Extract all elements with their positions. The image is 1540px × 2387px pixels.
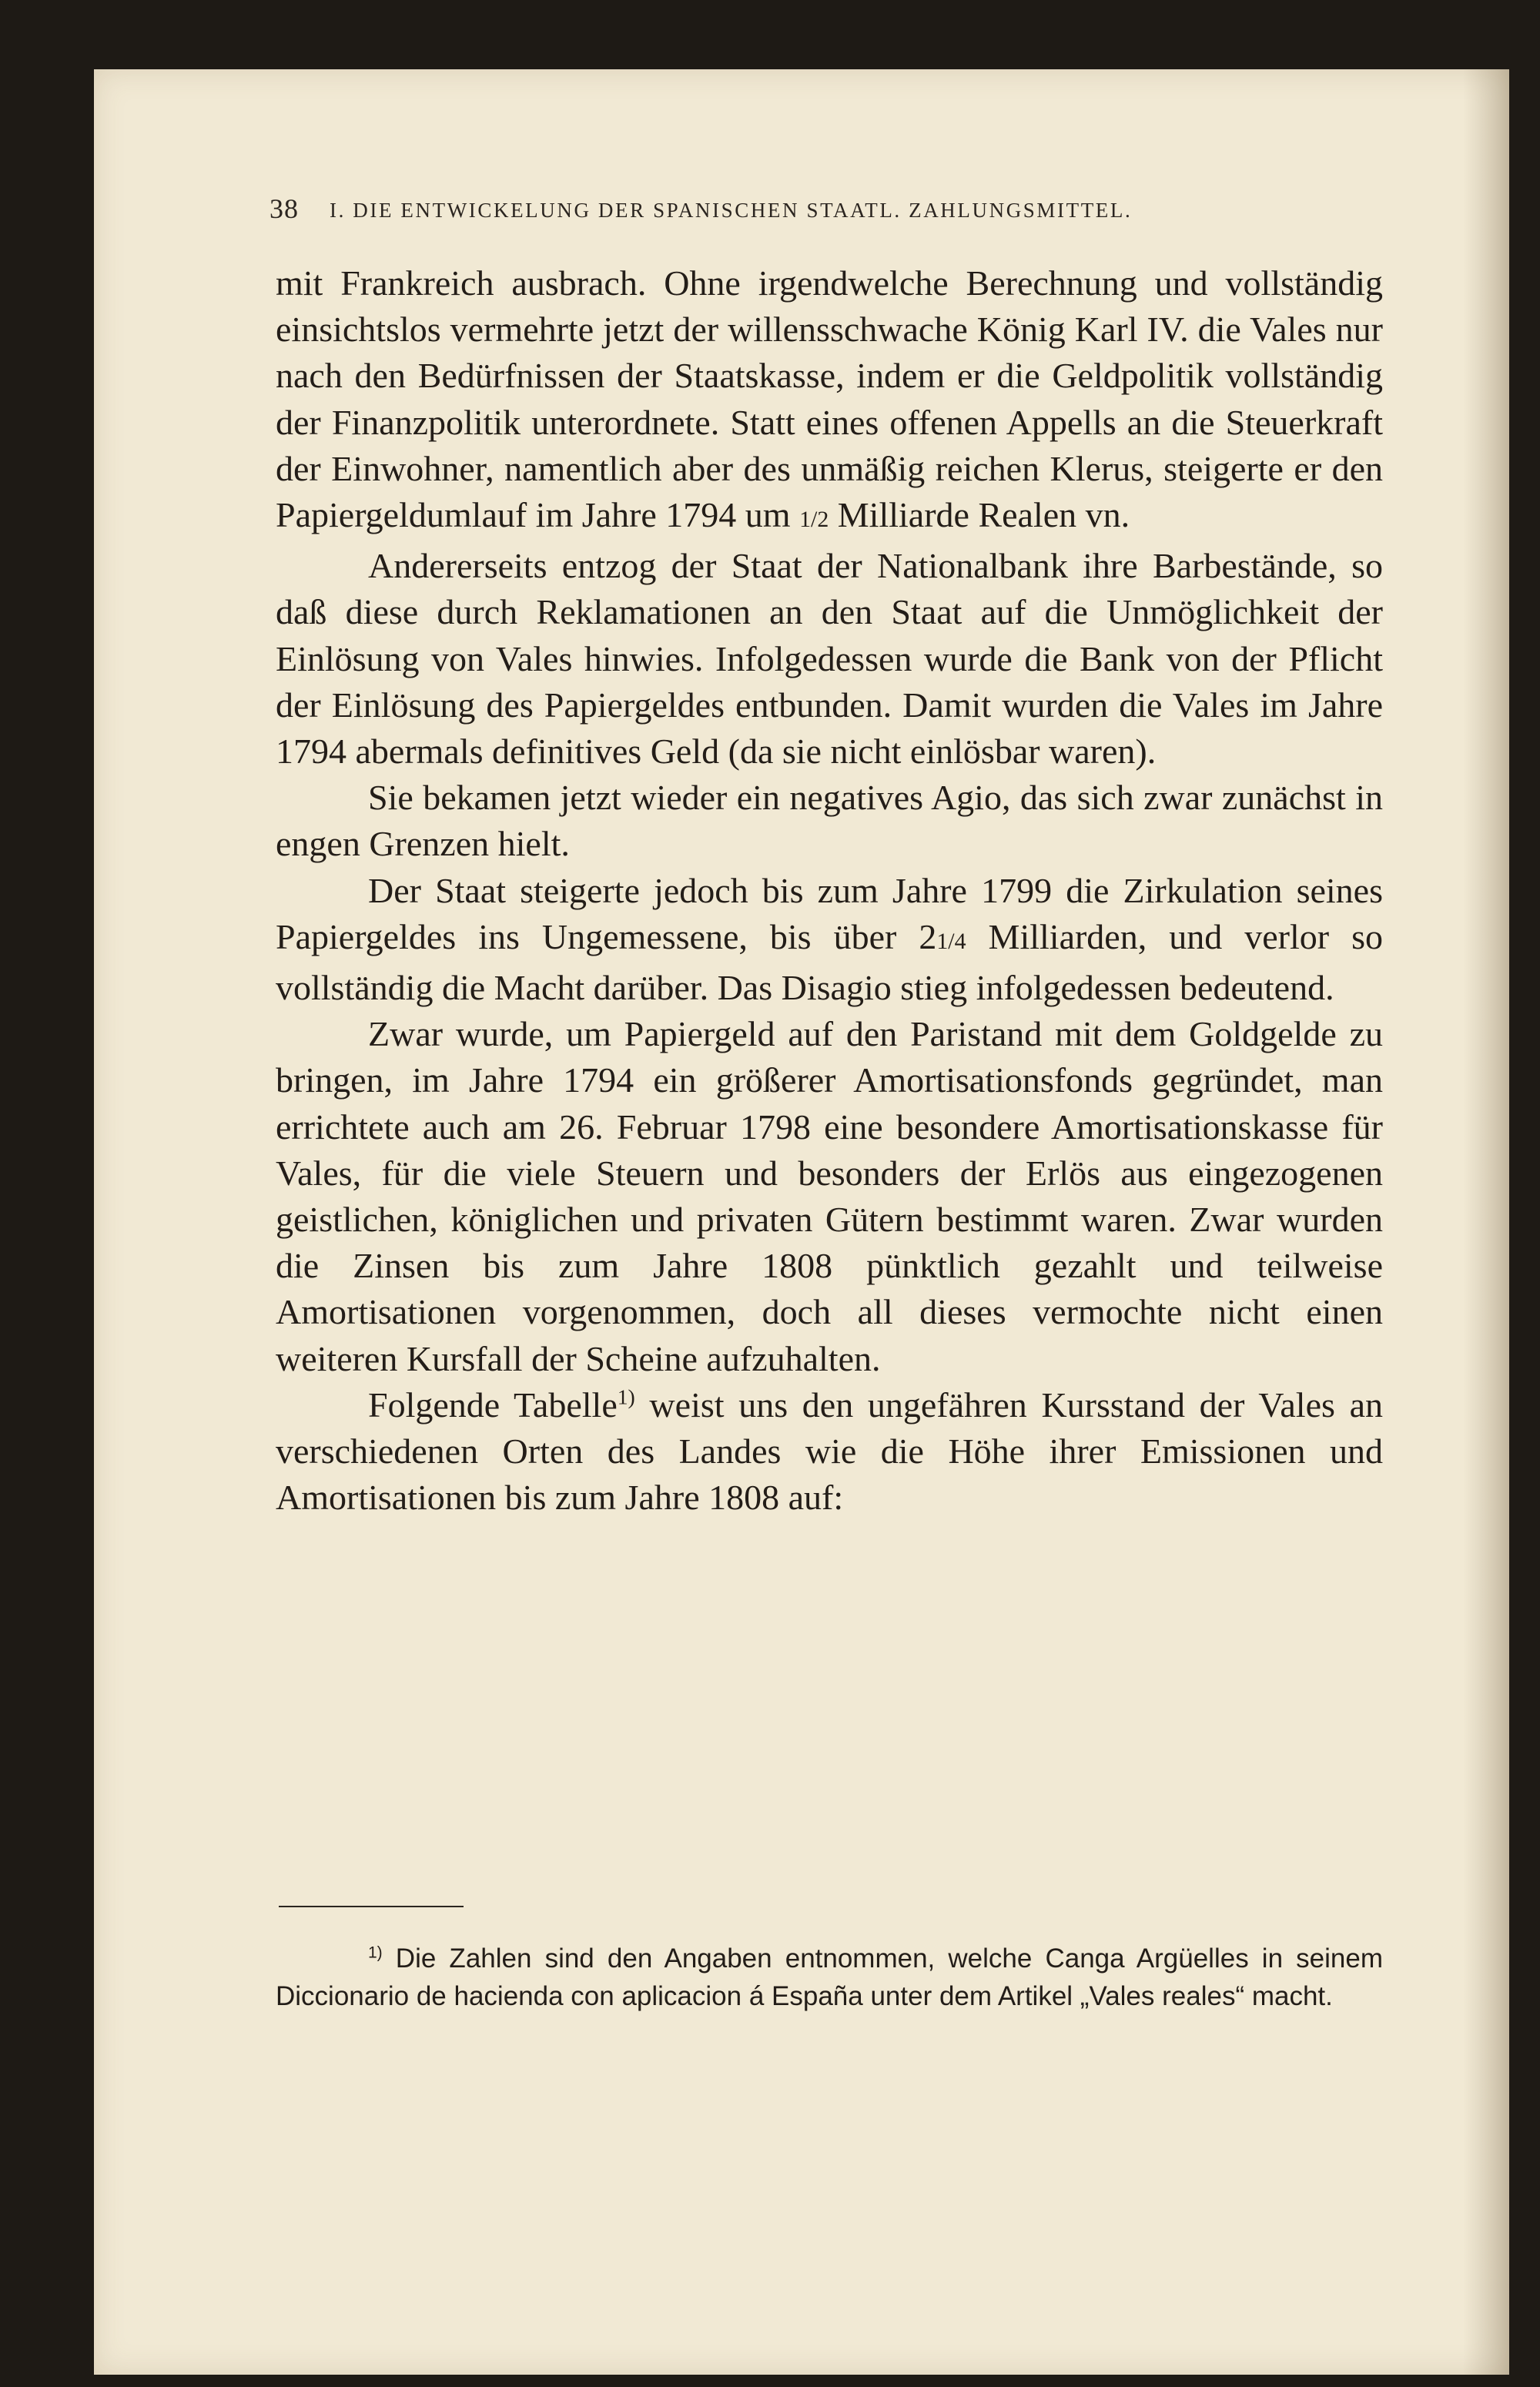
paragraph-1-text-b: Milliarde Realen vn. [829, 495, 1130, 535]
paragraph-5: Zwar wurde, um Papiergeld auf den Paristand mit dem Goldgelde zu bringen, im Jahre 1794 ein größerer Amortisationsfonds gegründet, man errichtete auch am 26. Februar 1798 eine besondere Amortisationskasse für Vales, für die viele Steuern und besonders der Erlös aus eingezogenen geistlichen, königlichen und privaten Gütern bestimmt waren. Zwar wurden die Zinsen bis zum Jahre 1808 pünktlich gezahlt und teilweise Amortisationen vorgenommen, doch all dieses vermochte nicht einen weiteren Kursfall der Scheine aufzuhalten. [276, 1014, 1383, 1378]
footnote-separator [279, 1906, 464, 1907]
body-text [276, 260, 1383, 1521]
fraction-quarter: 1/4 [936, 928, 966, 954]
paragraph-4 [276, 868, 1383, 1012]
running-head: I. DIE ENTWICKELUNG DER SPANISCHEN STAATL. ZAHLUNGSMITTEL. [330, 199, 1133, 222]
paragraph-3: Sie bekamen jetzt wieder ein negatives Agio, das sich zwar zunächst in engen Grenzen hielt. [276, 778, 1383, 864]
paragraph-6-text-a: Folgende Tabelle [368, 1384, 618, 1424]
paragraph-6-text-b: weist uns den ungefähren Kursstand der Vales an verschiedenen Orten des Landes wie die Höhe ihrer Emissionen und Amortisationen bis zum Jahre 1808 auf: [276, 1384, 1383, 1518]
footnote [276, 1940, 1383, 2015]
paragraph-1 [276, 260, 1383, 543]
paragraph-2: Andererseits entzog der Staat der Nationalbank ihre Barbestände, so daß diese durch Reklamationen an den Staat auf die Unmöglichkeit der Einlösung von Vales hinwies. Infolgedessen wurde die Bank von der Pflicht der Einlösung des Papiergeldes entbunden. Damit wurden die Vales im Jahre 1794 abermals definitives Geld (da sie nicht einlösbar waren). [276, 546, 1383, 772]
paragraph-1-text-a: mit Frankreich ausbrach. Ohne irgendwelche Berechnung und vollständig einsichtslos vermehrte jetzt der willensschwache König Karl IV. die Vales nur nach den Bedürfnissen der Staatskasse, indem er die Geldpolitik vollständig der Finanzpolitik unterordnete. Statt eines offenen Appells an die Steuerkraft der Einwohner, namentlich aber des unmäßig reichen Klerus, steigerte er den Papiergeldumlauf im Jahre 1794 um [276, 263, 1383, 535]
footnote-marker: 1) [368, 1943, 383, 1962]
footnote-text: Die Zahlen sind den Angaben entnommen, welche Canga Argüelles in seinem Diccionario de hacienda con aplicacion á España unter dem Artikel „Vales reales“ macht. [276, 1943, 1383, 2011]
paragraph-4-text-b: Milliarden, und verlor so vollständig die Macht darüber. Das Disagio stieg infolgedessen bedeutend. [276, 916, 1383, 1008]
page-number: 38 [270, 193, 299, 224]
paragraph-4-text-a: Der Staat steigerte jedoch bis zum Jahre 1799 die Zirkulation seines Papiergeldes ins Ungemessene, bis über 2 [276, 870, 1383, 956]
paragraph-6 [276, 1382, 1383, 1522]
footnote-reference[interactable]: 1) [617, 1384, 635, 1409]
footnote-paragraph [276, 1940, 1383, 2015]
page-gutter-shadow [1463, 69, 1509, 2375]
fraction-half: 1/2 [799, 507, 829, 533]
